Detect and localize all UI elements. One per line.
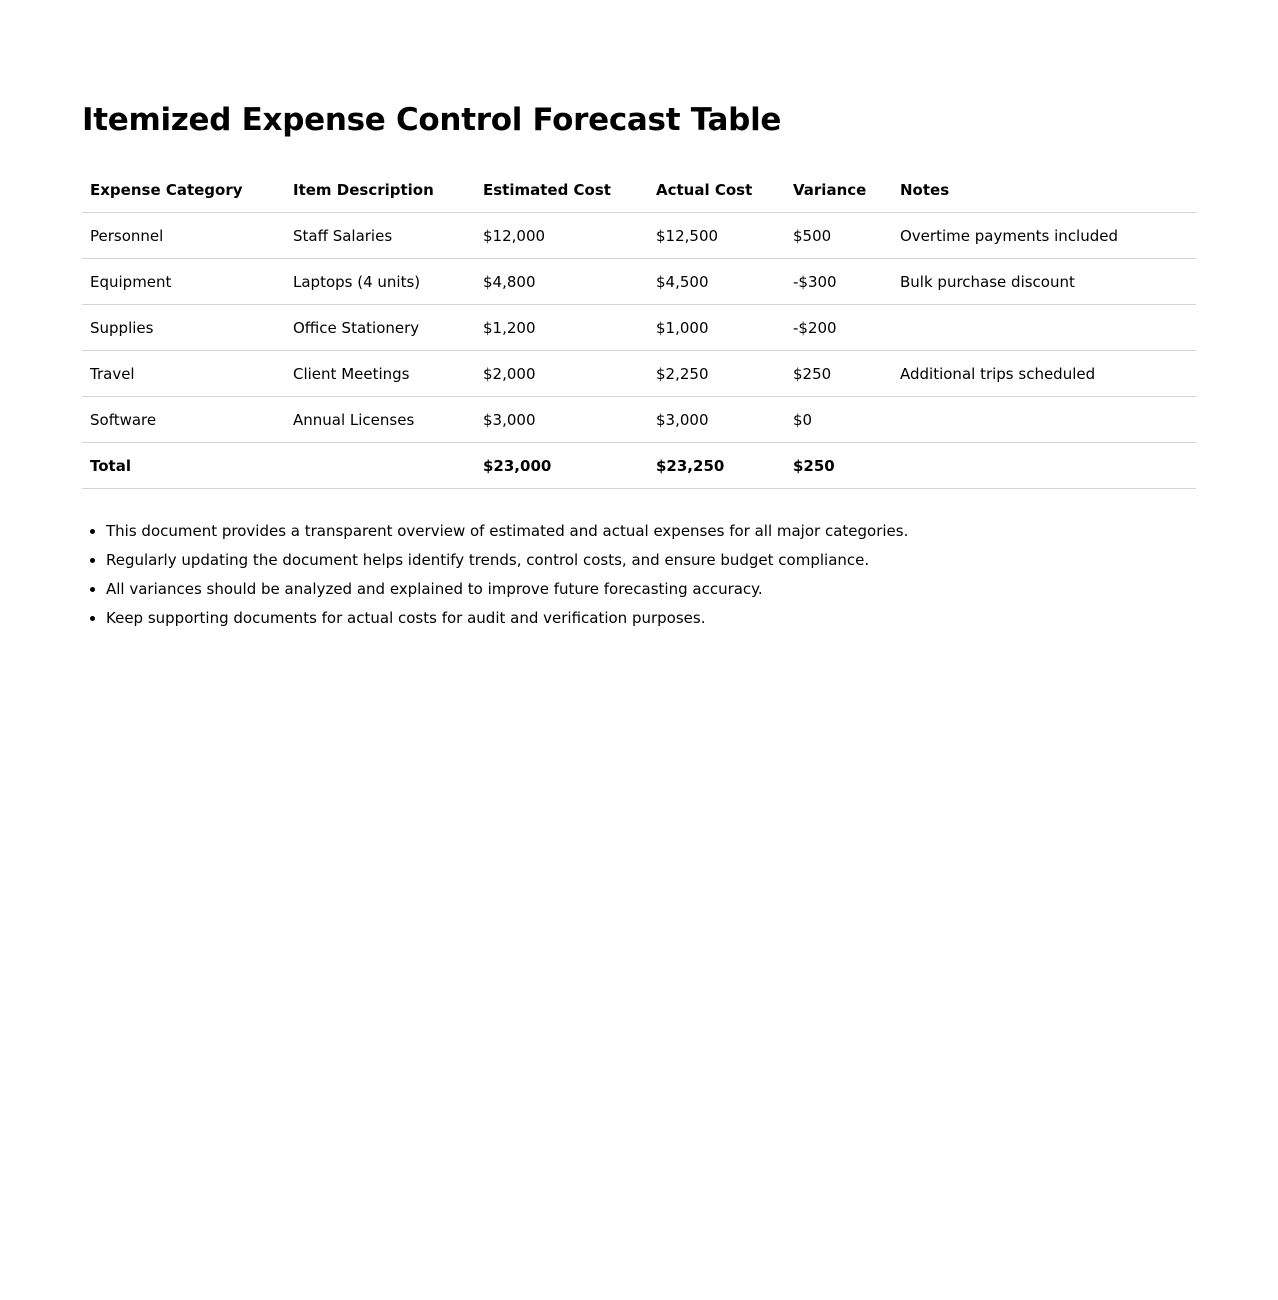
list-item: • Keep supporting documents for actual costs for audit and verification purposes. (106, 604, 1196, 633)
table-row (82, 213, 1196, 259)
list-item: • Regularly updating the document helps identify trends, control costs, and ensure budget compliance. (106, 546, 1196, 575)
cell-category: Travel (82, 351, 285, 397)
cell-notes: Bulk purchase discount (892, 259, 1196, 305)
cell-actual: $4,500 (648, 259, 785, 305)
header-item-description: Item Description (285, 168, 475, 213)
cell-actual: $3,000 (648, 397, 785, 443)
cell-estimated: $1,200 (475, 305, 648, 351)
cell-category: Personnel (82, 213, 285, 259)
expense-table (82, 168, 1196, 489)
cell-category: Supplies (82, 305, 285, 351)
total-estimated: $23,000 (475, 443, 648, 489)
header-estimated-cost: Estimated Cost (475, 168, 648, 213)
table-row (82, 351, 1196, 397)
notes-list (82, 517, 1196, 633)
cell-description: Client Meetings (285, 351, 475, 397)
cell-category: Equipment (82, 259, 285, 305)
table-row (82, 259, 1196, 305)
header-actual-cost: Actual Cost (648, 168, 785, 213)
table-row (82, 305, 1196, 351)
cell-actual: $1,000 (648, 305, 785, 351)
list-item: • All variances should be analyzed and explained to improve future forecasting accuracy. (106, 575, 1196, 604)
header-variance: Variance (785, 168, 892, 213)
cell-estimated: $4,800 (475, 259, 648, 305)
cell-notes (892, 305, 1196, 351)
cell-category: Software (82, 397, 285, 443)
cell-notes (892, 397, 1196, 443)
list-item: • This document provides a transparent overview of estimated and actual expenses for all major categories. (106, 517, 1196, 546)
cell-actual: $12,500 (648, 213, 785, 259)
cell-estimated: $3,000 (475, 397, 648, 443)
page-title: Itemized Expense Control Forecast Table (82, 102, 782, 138)
cell-variance: $500 (785, 213, 892, 259)
table-row (82, 397, 1196, 443)
cell-variance: -$200 (785, 305, 892, 351)
cell-actual: $2,250 (648, 351, 785, 397)
total-description (285, 443, 475, 489)
cell-variance: $250 (785, 351, 892, 397)
cell-description: Laptops (4 units) (285, 259, 475, 305)
cell-description: Office Stationery (285, 305, 475, 351)
cell-description: Annual Licenses (285, 397, 475, 443)
total-notes (892, 443, 1196, 489)
cell-estimated: $2,000 (475, 351, 648, 397)
header-notes: Notes (892, 168, 1196, 213)
table-total-row (82, 443, 1196, 489)
table-header-row (82, 168, 1196, 213)
total-label: Total (82, 443, 285, 489)
total-actual: $23,250 (648, 443, 785, 489)
cell-notes: Additional trips scheduled (892, 351, 1196, 397)
cell-description: Staff Salaries (285, 213, 475, 259)
document-page (0, 0, 1278, 633)
cell-variance: -$300 (785, 259, 892, 305)
cell-notes: Overtime payments included (892, 213, 1196, 259)
header-expense-category: Expense Category (82, 168, 285, 213)
cell-variance: $0 (785, 397, 892, 443)
total-variance: $250 (785, 443, 892, 489)
cell-estimated: $12,000 (475, 213, 648, 259)
